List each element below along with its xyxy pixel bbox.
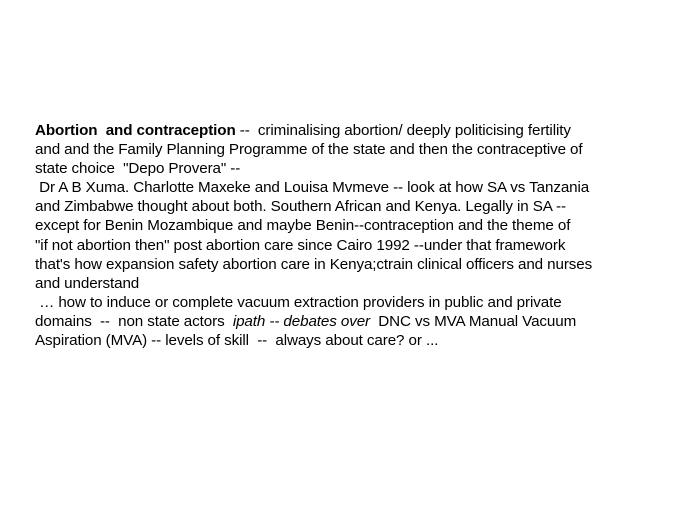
- text-segment: -- criminalising abortion/ deeply politicising fertility: [235, 122, 571, 139]
- text-line: state choice "Depo Provera" --: [35, 160, 241, 178]
- text-line: "if not abortion then" post abortion care since Cairo 1992 --under that framework: [35, 236, 566, 254]
- slide-text-body: [35, 121, 675, 350]
- text-line: and Zimbabwe thought about both. Southern African and Kenya. Legally in SA --: [35, 198, 566, 216]
- italic-text-segment: ipath -- debates over: [232, 312, 371, 330]
- text-line: … how to induce or complete vacuum extraction providers in public and private: [35, 293, 562, 311]
- text-line: Dr A B Xuma. Charlotte Maxeke and Louisa Mvmeve -- look at how SA vs Tanzania: [35, 179, 590, 197]
- text-line: and and the Family Planning Programme of the state and then the contraceptive of: [35, 141, 583, 159]
- text-line: Aspiration (MVA) -- levels of skill -- always about care? or ...: [35, 332, 439, 350]
- text-segment: DNC vs MVA Manual Vacuum: [370, 312, 577, 330]
- text-line: except for Benin Mozambique and maybe Benin--contraception and the theme of: [35, 217, 571, 235]
- text-line: [35, 121, 675, 140]
- text-line: and understand: [35, 274, 140, 292]
- text-line: [35, 312, 675, 331]
- text-segment: domains -- non state actors: [35, 312, 233, 330]
- text-line: that's how expansion safety abortion care in Kenya;ctrain clinical officers and nurses: [35, 255, 593, 273]
- heading-abortion-contraception: Abortion and contraception: [35, 122, 236, 139]
